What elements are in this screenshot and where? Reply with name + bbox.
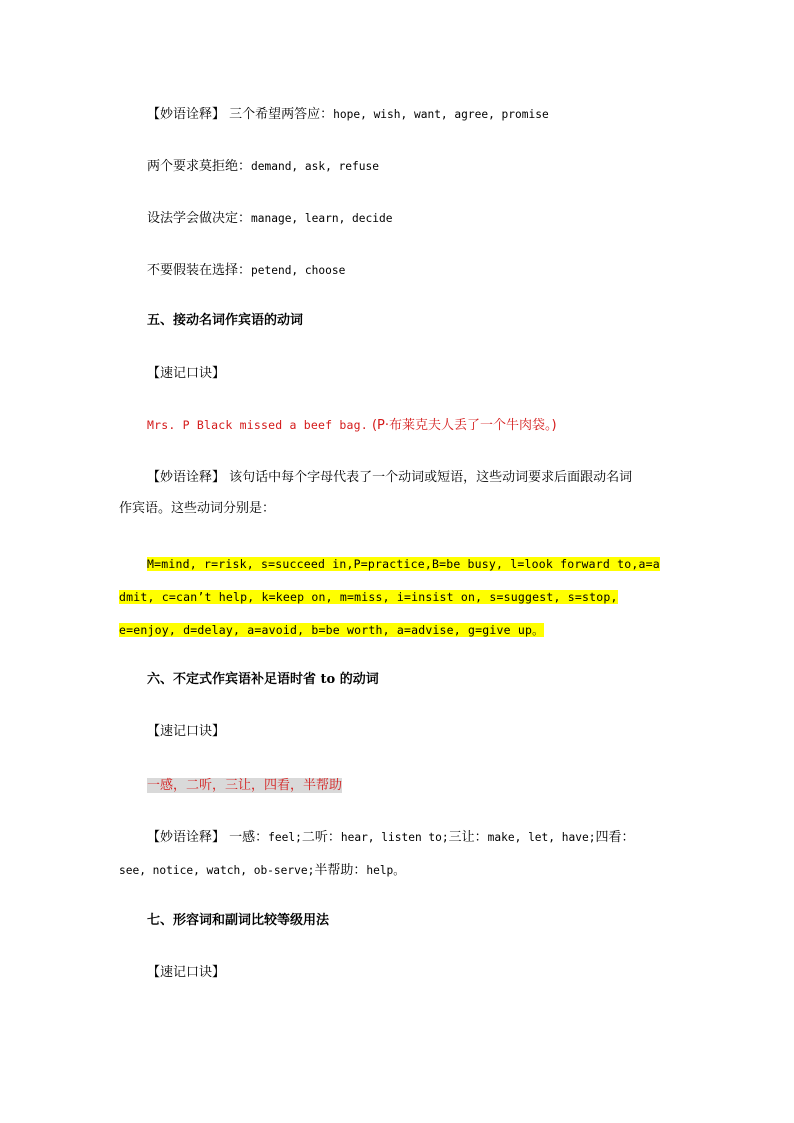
explain-text: 该句话中每个字母代表了一个动词或短语，这些动词要求后面跟动名词 [225,470,633,485]
paragraph-text: 两个要求莫拒绝： [147,159,252,174]
section-5-heading: 五、接动名词作宾语的动词 [147,313,304,328]
paragraph-words: hope, wish, want, agree, promise [333,108,549,121]
paragraph-2 [147,155,379,177]
explain-text: 半帮助： [314,863,367,878]
heading-to: to [320,672,336,687]
explain-words: make, let, have; [487,831,596,844]
paragraph-text: 设法学会做决定： [147,211,252,226]
section-5-explain-line-1 [147,466,632,488]
paragraph-text: 三个希望两答应： [225,107,334,122]
section-5-mnemonic [147,414,557,436]
section-5-explain-line-2: 作宾语。这些动词分别是： [119,501,276,516]
paragraph-3 [147,207,392,229]
verbs-text: e=enjoy, d=delay, a=avoid, b=be worth, a=advise, g=give up。 [119,623,544,637]
section-7-mnemonic-label: 【速记口诀】 [147,965,226,980]
paragraph-words: manage, learn, decide [251,212,393,225]
section-5-verbs-line-1 [147,553,660,575]
section-6-explain-line-1 [147,826,634,848]
section-6-heading [147,670,379,692]
paragraph-4 [147,259,345,281]
verbs-text: dmit, c=can’t help, k=keep on, m=miss, i=insist on, s=suggest, s=stop, [119,590,618,604]
mnemonic-english: Mrs. P Black missed a beef bag. [147,418,368,432]
paragraph-words: petend, choose [251,264,346,277]
explain-label: 【妙语诠释】 [147,470,226,485]
mnemonic-chinese: (P·布莱克夫人丢了一个牛肉袋。) [367,418,557,433]
verbs-text: M=mind, r=risk, s=succeed in,P=practice,B=be busy, l=look forward to,a=a [147,557,660,571]
paragraph-1 [147,103,549,125]
section-6-mnemonic-label: 【速记口诀】 [147,724,226,739]
mnemonic-text: 一感，二听，三让，四看，半帮助 [147,778,343,793]
section-5-verbs-line-3 [119,619,544,641]
explain-text: 四看： [595,830,635,845]
explain-text: 二听： [301,830,341,845]
explain-text: 三让： [448,830,488,845]
explain-label: 【妙语诠释】 [147,107,226,122]
explain-words: help。 [366,864,405,877]
explain-words: hear, listen to; [340,831,449,844]
explain-label: 【妙语诠释】 [147,830,226,845]
heading-text: 的动词 [335,672,379,687]
section-5-verbs-line-2 [119,586,618,608]
section-7-heading: 七、形容词和副词比较等级用法 [147,913,330,928]
paragraph-text: 不要假装在选择： [147,263,252,278]
explain-words: feel; [268,831,302,844]
section-6-explain-line-2 [119,859,404,881]
section-5-mnemonic-label: 【速记口诀】 [147,366,226,381]
heading-text: 六、不定式作宾语补足语时省 [147,672,321,687]
explain-words: see, notice, watch, ob-serve; [119,864,315,877]
section-6-mnemonic [147,774,342,796]
paragraph-words: demand, ask, refuse [251,160,379,173]
explain-text: 一感： [225,830,269,845]
